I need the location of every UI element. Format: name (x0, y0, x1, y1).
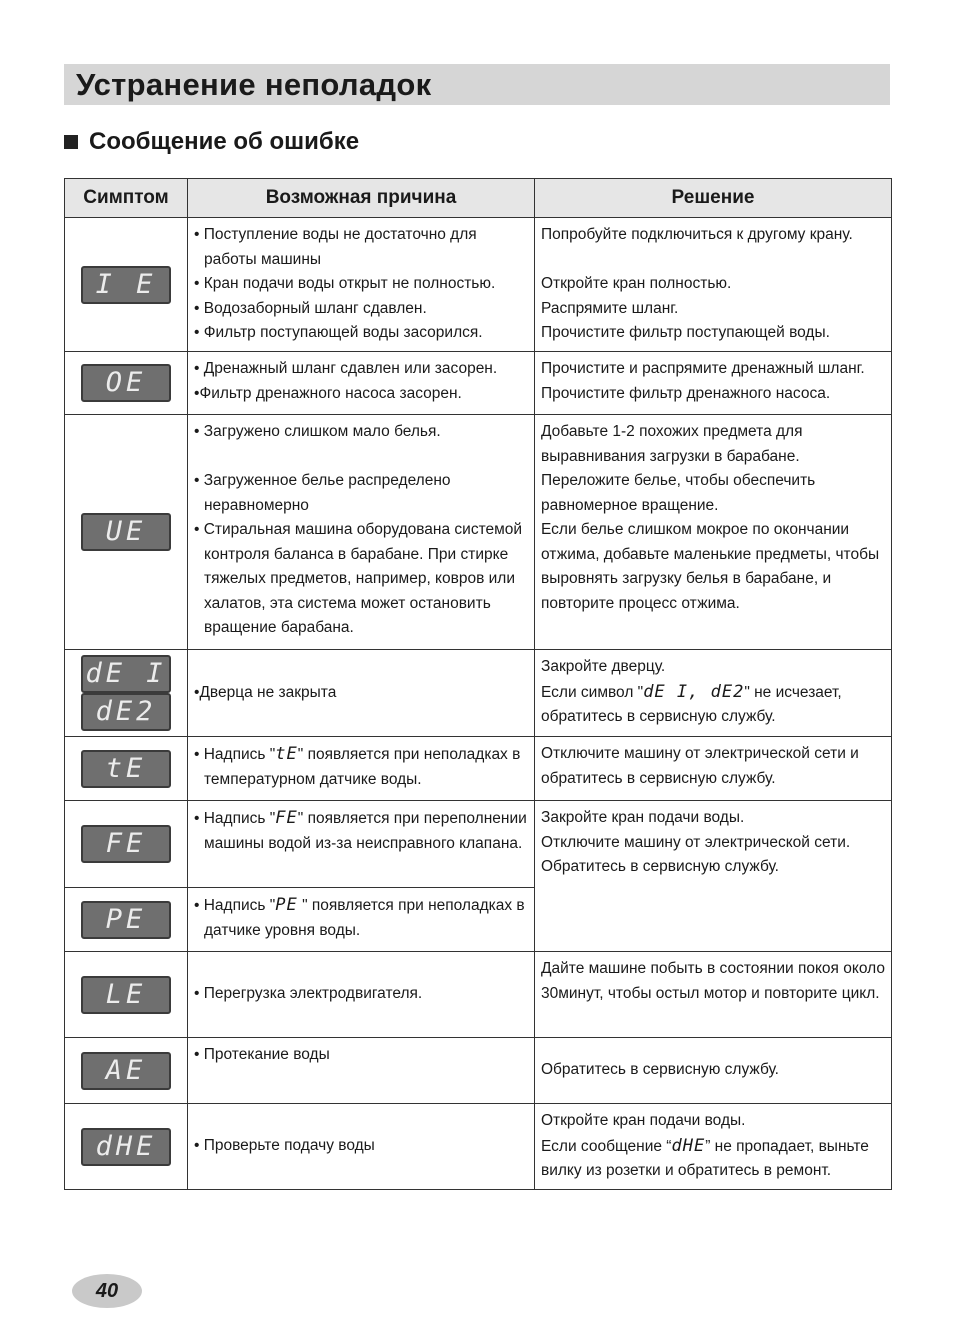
solution-cell (535, 952, 892, 1038)
lcd-display-icon: FE (81, 825, 171, 863)
square-bullet-icon (64, 135, 78, 149)
solution-item: Обратитесь в сервисную службу. (541, 1061, 779, 1079)
error-code-text: tE (275, 744, 298, 764)
section-title: Сообщение об ошибке (89, 128, 360, 155)
table-row-de (65, 650, 892, 737)
lcd-display-icon: dE2 (81, 693, 171, 731)
table-row-ae (65, 1038, 892, 1104)
lcd-display-icon: I E (81, 266, 171, 304)
table-header-row (65, 179, 892, 218)
lcd-display-icon: dHE (81, 1128, 171, 1166)
symptom-cell (65, 1038, 188, 1104)
solution-item: Прочистите и распрямите дренажный шланг. (541, 360, 865, 377)
cause-item: • Кран подачи воды открыт не полностью. (194, 272, 528, 297)
solution-item: Откройте кран подачи воды. (541, 1112, 746, 1129)
page-number: 40 (72, 1274, 142, 1308)
lcd-display-icon: AE (81, 1052, 171, 1090)
symptom-cell (65, 218, 188, 352)
cause-item: • Надпись "tE" появляется при неполадках в температурном датчике воды. (194, 742, 528, 792)
solution-item: Переложите белье, чтобы обеспечить равномерное вращение. (541, 472, 816, 514)
cause-cell (188, 801, 535, 888)
table-row-fe (65, 801, 892, 888)
solution-item: Если сообщение “dHE” не пропадает, выньте вилку из розетки и обратитесь в ремонт. (541, 1135, 869, 1179)
cause-cell (188, 888, 535, 952)
page-title: Устранение неполадок (76, 67, 432, 102)
solution-item: Распрямите шланг. (541, 299, 679, 317)
solution-item: Если символ "dE I, dE2" не исчезает, (541, 681, 842, 702)
cause-cell (188, 352, 535, 415)
lcd-display-icon: LE (81, 976, 171, 1014)
cause-item: • Дренажный шланг сдавлен или засорен. (194, 357, 528, 382)
symptom-cell (65, 1104, 188, 1190)
solution-cell (535, 352, 892, 415)
cause-item: • Проверьте подачу воды (194, 1134, 528, 1159)
solution-item: Обратитесь в сервисную службу. (541, 858, 779, 875)
solution-item: Отключите машину от электрической сети и обратитесь в сервисную службу. (541, 745, 859, 787)
cause-item: • Стиральная машина оборудована системой контроля баланса в барабане. При стирке тяжелых предметов, например, ковров или халатов, эта система может остановить вращение барабана. (194, 518, 528, 641)
cause-item: • Фильтр поступающей воды засорился. (194, 321, 528, 346)
symptom-cell (65, 352, 188, 415)
lcd-display-icon: OE (81, 364, 171, 402)
symptom-cell (65, 737, 188, 801)
section-heading (64, 128, 359, 156)
solution-item: Закройте дверцу. (541, 658, 666, 675)
cause-item: • Фильтр дренажного насоса засорен. (194, 382, 528, 407)
solution-item: Если белье слишком мокрое по окончании отжима, добавьте маленькие предметы, чтобы выровнять загрузку белья в барабане, и повторите процесс отжима. (541, 521, 880, 612)
error-code-text: dE I, dE2 (643, 681, 745, 702)
error-code-text: PE (275, 895, 298, 915)
error-code-text: dHE (671, 1135, 706, 1156)
table-row-dhe (65, 1104, 892, 1190)
header-cause: Возможная причина (188, 179, 535, 218)
table-row-le (65, 952, 892, 1038)
lcd-display-icon: UE (81, 513, 171, 551)
solution-cell (535, 1038, 892, 1104)
solution-cell (535, 737, 892, 801)
cause-item: • Перегрузка электродвигателя. (194, 982, 528, 1007)
cause-cell (188, 415, 535, 650)
solution-item: Откройте кран полностью. (541, 275, 732, 292)
error-table (64, 178, 892, 1190)
cause-cell (188, 1038, 535, 1104)
solution-item: Добавьте 1-2 похожих предмета для выравнивания загрузки в барабане. (541, 423, 803, 465)
cause-cell (188, 1104, 535, 1190)
error-code-text: FE (275, 808, 298, 828)
solution-item: Отключите машину от электрической сети. (541, 833, 851, 851)
symptom-cell (65, 888, 188, 952)
lcd-display-icon: PE (81, 901, 171, 939)
solution-cell (535, 650, 892, 737)
solution-item: Дайте машине побыть в состоянии покоя около 30минут, чтобы остыл мотор и повторите цикл. (541, 960, 885, 1002)
header-symptom: Симптом (65, 179, 188, 218)
solution-item: обратитесь в сервисную службу. (541, 708, 776, 725)
solution-item: Попробуйте подключиться к другому крану. (541, 226, 853, 243)
cause-cell (188, 737, 535, 801)
solution-item: Прочистите фильтр дренажного насоса. (541, 384, 831, 402)
symptom-cell (65, 650, 188, 737)
cause-item: • Водозаборный шланг сдавлен. (194, 297, 528, 322)
cause-cell (188, 650, 535, 737)
solution-item: Закройте кран подачи воды. (541, 809, 745, 826)
symptom-cell (65, 415, 188, 650)
table-row-oe (65, 352, 892, 415)
solution-cell (535, 1104, 892, 1190)
cause-cell (188, 952, 535, 1038)
cause-item: • Надпись "PE " появляется при неполадках в датчике уровня воды. (194, 893, 528, 943)
solution-item: Прочистите фильтр поступающей воды. (541, 324, 830, 341)
cause-item: • Загружено слишком мало белья. (194, 420, 528, 445)
title-bar (64, 64, 890, 105)
cause-item: • Поступление воды не достаточно для работы машины (194, 223, 528, 272)
cause-item: • Протекание воды (194, 1043, 528, 1068)
table-row-ie (65, 218, 892, 352)
solution-cell (535, 218, 892, 352)
lcd-display-icon: tE (81, 750, 171, 788)
cause-item: • Дверца не закрыта (194, 681, 528, 706)
symptom-cell (65, 952, 188, 1038)
cause-cell (188, 218, 535, 352)
solution-cell (535, 415, 892, 650)
symptom-cell (65, 801, 188, 888)
solution-cell (535, 801, 892, 952)
cause-item: • Надпись "FE" появляется при переполнении машины водой из-за неисправного клапана. (194, 806, 528, 856)
table-row-ue (65, 415, 892, 650)
cause-item: • Загруженное белье распределено неравномерно (194, 469, 528, 518)
table-row-te (65, 737, 892, 801)
lcd-display-icon: dE I (81, 655, 171, 693)
header-solution: Решение (535, 179, 892, 218)
